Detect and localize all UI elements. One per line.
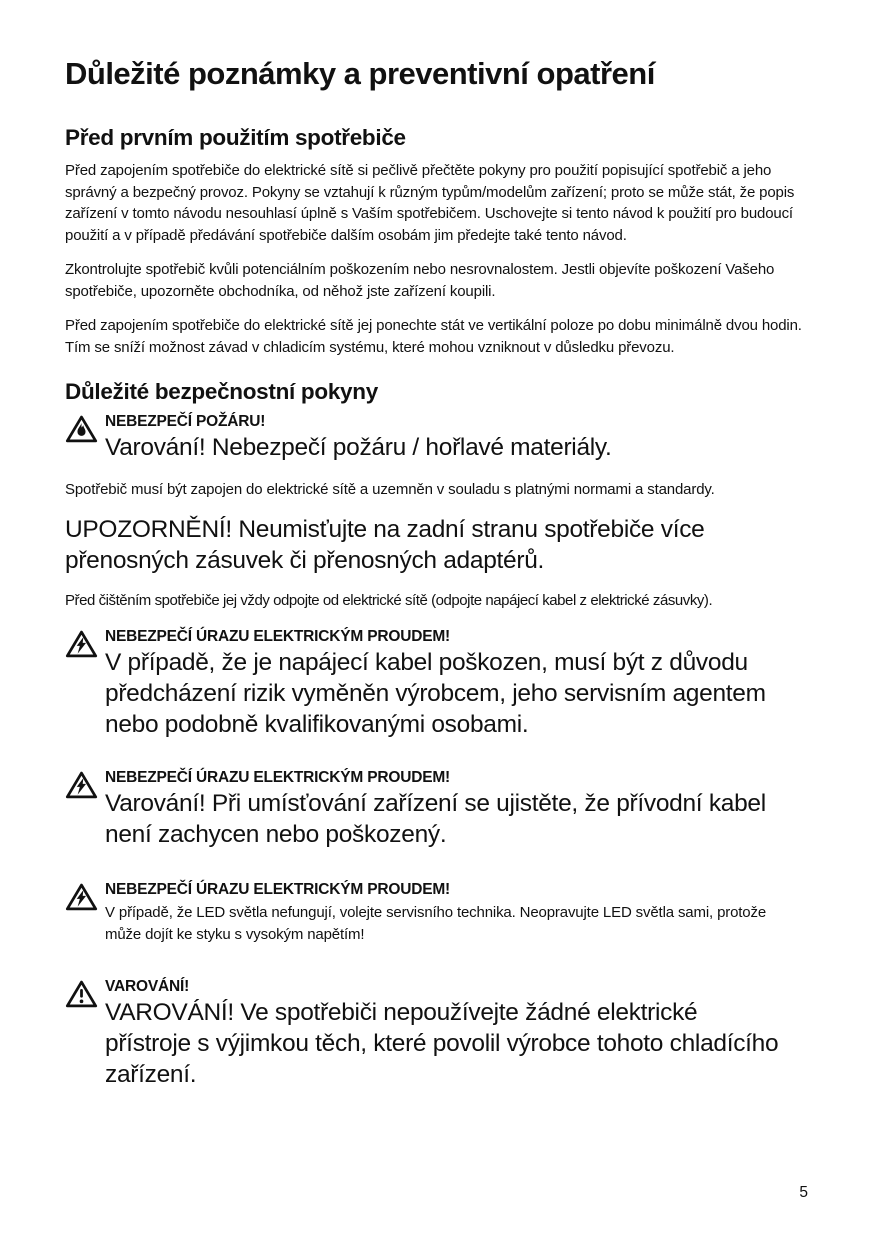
warning-label: VAROVÁNÍ!: [105, 978, 190, 995]
warning-content: [105, 880, 785, 945]
warning-label: NEBEZPEČÍ POŽÁRU!: [105, 413, 266, 430]
warning-text: Varování! Nebezpečí požáru / hořlavé materiály.: [105, 434, 612, 461]
warning-label: NEBEZPEČÍ ÚRAZU ELEKTRICKÝM PROUDEM!: [105, 769, 451, 786]
warning-block-electric-1: [65, 627, 810, 740]
warning-block-general: [65, 977, 810, 1090]
warning-content: [105, 768, 785, 850]
warning-content: [105, 627, 785, 740]
section-heading-safety: Důležité bezpečnostní pokyny: [65, 379, 378, 404]
warning-text: VAROVÁNÍ! Ve spotřebiči nepoužívejte žádné elektrické přístroje s výjimkou těch, které povolil výrobce tohoto chladícího zařízení.: [105, 999, 779, 1088]
warning-content: [105, 977, 785, 1090]
section-heading-first-use: Před prvním použitím spotřebiče: [65, 125, 406, 150]
high-voltage-warning-icon: [65, 627, 105, 659]
fire-warning-icon: [65, 412, 105, 444]
warning-label: NEBEZPEČÍ ÚRAZU ELEKTRICKÝM PROUDEM!: [105, 628, 451, 645]
page-title: Důležité poznámky a preventivní opatření: [65, 56, 655, 91]
warning-block-electric-3: [65, 880, 810, 945]
grounding-note: Spotřebič musí být zapojen do elektrické sítě a uzemněn v souladu s platnými normami a standardy.: [65, 481, 715, 498]
cleaning-note: Před čištěním spotřebiče jej vždy odpojte od elektrické sítě (odpojte napájecí kabel z elektrické zásuvky).: [65, 591, 713, 609]
caution-statement: UPOZORNĚNÍ! Neumisťujte na zadní stranu spotřebiče více přenosných zásuvek či přenosných adaptérů.: [65, 515, 705, 574]
warning-label: NEBEZPEČÍ ÚRAZU ELEKTRICKÝM PROUDEM!: [105, 881, 451, 898]
warning-block-fire: [65, 412, 810, 463]
high-voltage-warning-icon: [65, 880, 105, 912]
warning-block-electric-2: [65, 768, 810, 850]
general-warning-icon: [65, 977, 105, 1009]
paragraph: Před zapojením spotřebiče do elektrické sítě jej ponechte stát ve vertikální poloze po dobu minimálně dvou hodin. Tím se sníží možnost závad v chladicím systému, které mohou vzniknout v důsledku převozu.: [65, 317, 802, 356]
paragraph: Zkontrolujte spotřebič kvůli potenciálním poškozením nebo nesrovnalostem. Jestli objevíte poškození Vašeho spotřebiče, upozorněte obchodníka, od něhož jste zařízení koupili.: [65, 261, 775, 300]
warning-text: V případě, že je napájecí kabel poškozen, musí být z důvodu předcházení rizik vyměněn výrobcem, jeho servisním agentem nebo podobně kvalifikovanými osobami.: [105, 649, 766, 738]
warning-text: V případě, že LED světla nefungují, volejte servisního technika. Neopravujte LED světla sami, protože může dojít ke styku s vysokým napětím!: [105, 904, 767, 943]
page-number: 5: [799, 1184, 808, 1201]
warning-text: Varování! Při umísťování zařízení se ujistěte, že přívodní kabel není zachycen nebo poškozený.: [105, 790, 766, 848]
high-voltage-warning-icon: [65, 768, 105, 800]
warning-content: [105, 412, 785, 463]
paragraph: Před zapojením spotřebiče do elektrické sítě si pečlivě přečtěte pokyny pro použití popisující spotřebič a jeho správný a bezpečný provoz. Pokyny se vztahují k různým typům/modelům zařízení; proto se může stát, že popis zařízení v tomto návodu nesouhlasí úplně s Vaším spotřebičem. Uschovejte si tento návod k použití pro budoucí použití a v případě předávání spotřebiče dalším osobám jim předejte také tento návod.: [65, 162, 795, 244]
